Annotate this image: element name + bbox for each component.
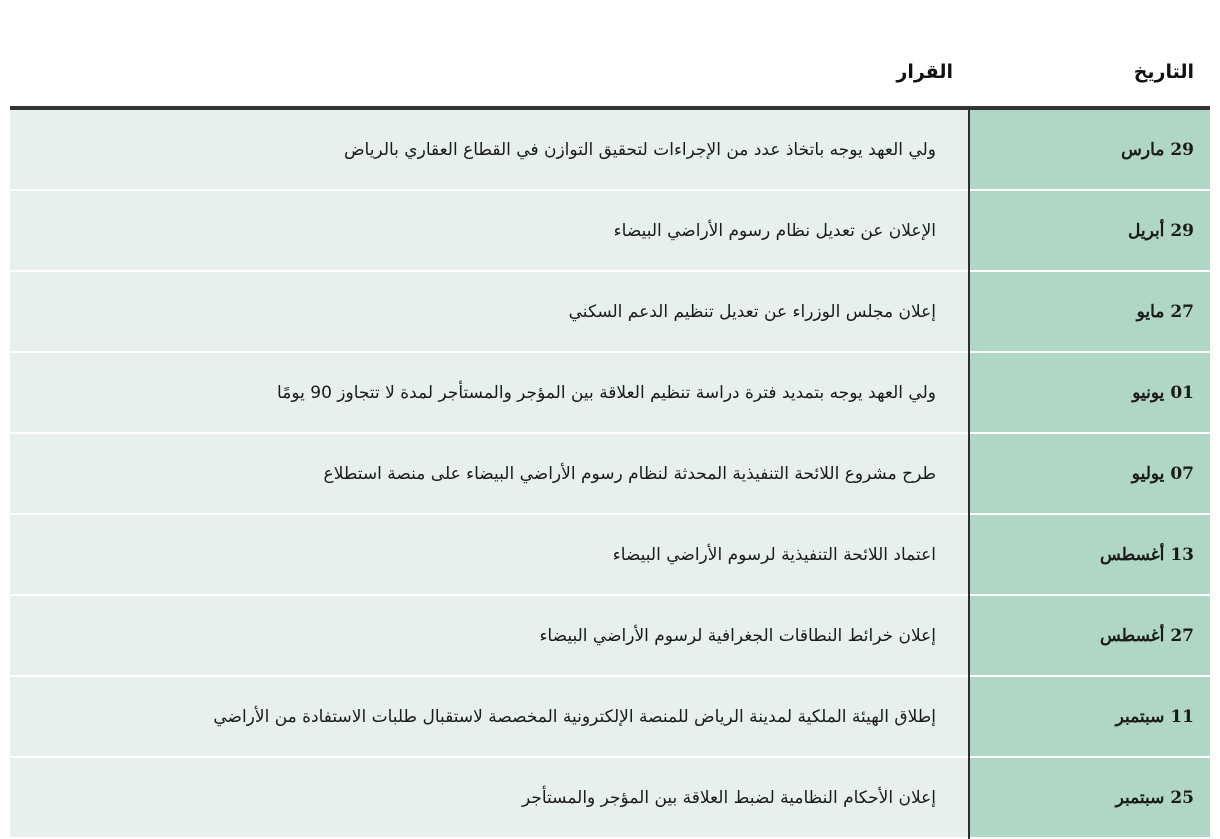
table-row [10,352,1210,433]
decision-cell: إطلاق الهيئة الملكية لمدينة الرياض للمنصة الإلكترونية المخصصة لاستقبال طلبات الاستفادة من الأراضي [10,676,969,757]
decision-cell: طرح مشروع اللائحة التنفيذية المحدثة لنظام رسوم الأراضي البيضاء على منصة استطلاع [10,433,969,514]
decisions-table [10,38,1210,839]
table-row [10,271,1210,352]
date-cell: 27 مايو [969,271,1210,352]
header-row [10,38,1210,108]
date-cell: 29 مارس [969,108,1210,190]
decision-cell: ولي العهد يوجه بتمديد فترة دراسة تنظيم العلاقة بين المؤجر والمستأجر لمدة لا تتجاوز 90 يومًا [10,352,969,433]
date-cell: 07 يوليو [969,433,1210,514]
table-row [10,433,1210,514]
date-cell: 11 سبتمبر [969,676,1210,757]
date-cell: 13 أغسطس [969,514,1210,595]
table-body [10,108,1210,838]
decision-column-header: القرار [10,38,969,108]
decisions-table-container [10,38,1210,839]
decision-cell: ولي العهد يوجه باتخاذ عدد من الإجراءات لتحقيق التوازن في القطاع العقاري بالرياض [10,108,969,190]
table-row [10,757,1210,838]
decision-cell: إعلان خرائط النطاقات الجغرافية لرسوم الأراضي البيضاء [10,595,969,676]
date-cell: 01 يونيو [969,352,1210,433]
date-cell: 27 أغسطس [969,595,1210,676]
decision-cell: اعتماد اللائحة التنفيذية لرسوم الأراضي البيضاء [10,514,969,595]
decision-cell: إعلان مجلس الوزراء عن تعديل تنظيم الدعم السكني [10,271,969,352]
date-cell: 29 أبريل [969,190,1210,271]
date-cell: 25 سبتمبر [969,757,1210,838]
table-row [10,190,1210,271]
table-row [10,595,1210,676]
decision-cell: الإعلان عن تعديل نظام رسوم الأراضي البيضاء [10,190,969,271]
table-row [10,514,1210,595]
decision-cell: إعلان الأحكام النظامية لضبط العلاقة بين المؤجر والمستأجر [10,757,969,838]
date-column-header: التاريخ [969,38,1210,108]
table-row [10,108,1210,190]
table-row [10,676,1210,757]
table-header [10,38,1210,108]
